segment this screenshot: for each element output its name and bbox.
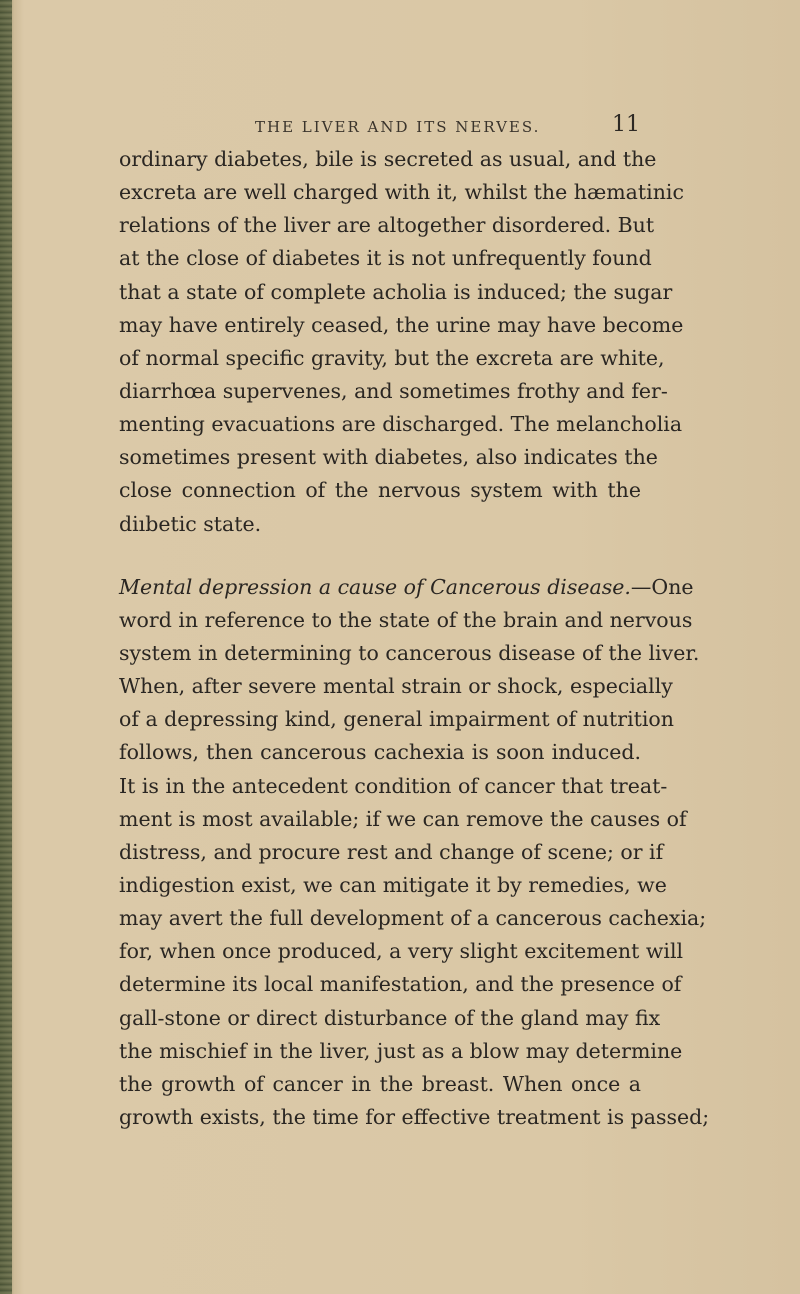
body-text <box>119 143 710 1134</box>
text-line: determine its local manifestation, and the presence of <box>119 972 682 997</box>
text-line: may have entirely ceased, the urine may have become <box>119 312 684 337</box>
section-heading-line <box>119 571 694 604</box>
text-line: diıbetic state. <box>119 511 262 536</box>
text-line: close connection of the nervous system with the <box>119 478 641 503</box>
text-line: When, after severe mental strain or shock, especially <box>119 674 673 699</box>
binding-edge <box>0 0 12 1294</box>
text-line: word in reference to the state of the brain and nervous <box>119 607 693 632</box>
text-line: distress, and procure rest and change of scene; or if <box>119 839 664 864</box>
text-line: ordinary diabetes, bile is secreted as usual, and the <box>119 147 657 171</box>
paragraph-gap <box>119 541 641 571</box>
text-line: diarrhœa supervenes, and sometimes frothy and fer- <box>119 378 668 403</box>
text-line: for, when once produced, a very slight excitement will <box>119 939 684 964</box>
text-line: growth exists, the time for effective treatment is passed; <box>119 1104 710 1129</box>
text-line: indigestion exist, we can mitigate it by remedies, we <box>119 872 667 897</box>
text-line: excreta are well charged with it, whilst the hæmatinic <box>119 180 684 205</box>
section-heading: Mental depression a cause of Cancerous disease. <box>119 574 631 599</box>
text-line: system in determining to cancerous disease of the liver. <box>119 640 700 665</box>
text-line: menting evacuations are discharged. The melancholia <box>119 412 683 437</box>
running-head: THE LIVER AND ITS NERVES. <box>255 118 541 136</box>
text-line: at the close of diabetes it is not unfrequently found <box>119 246 652 271</box>
section-heading-rest: —One <box>630 574 694 599</box>
text-line: gall-stone or direct disturbance of the gland may fix <box>119 1005 661 1030</box>
text-line: follows, then cancerous cachexia is soon induced. <box>119 740 641 765</box>
text-line: It is in the antecedent condition of cancer that treat- <box>119 773 668 798</box>
text-line: that a state of complete acholia is induced; the sugar <box>119 279 673 304</box>
text-line: relations of the liver are altogether disordered. But <box>119 213 655 238</box>
text-line: sometimes present with diabetes, also indicates the <box>119 445 658 470</box>
text-line: ment is most available; if we can remove the causes of <box>119 806 687 831</box>
text-line: the growth of cancer in the breast. When once a <box>119 1071 641 1096</box>
text-line: the mischief in the liver, just as a blow may determine <box>119 1038 683 1063</box>
text-line: of a depressing kind, general impairment of nutrition <box>119 707 674 732</box>
page-number: 11 <box>612 112 640 137</box>
text-line: of normal specific gravity, but the excreta are white, <box>119 345 665 370</box>
text-line: may avert the full development of a cancerous cachexia; <box>119 906 707 931</box>
